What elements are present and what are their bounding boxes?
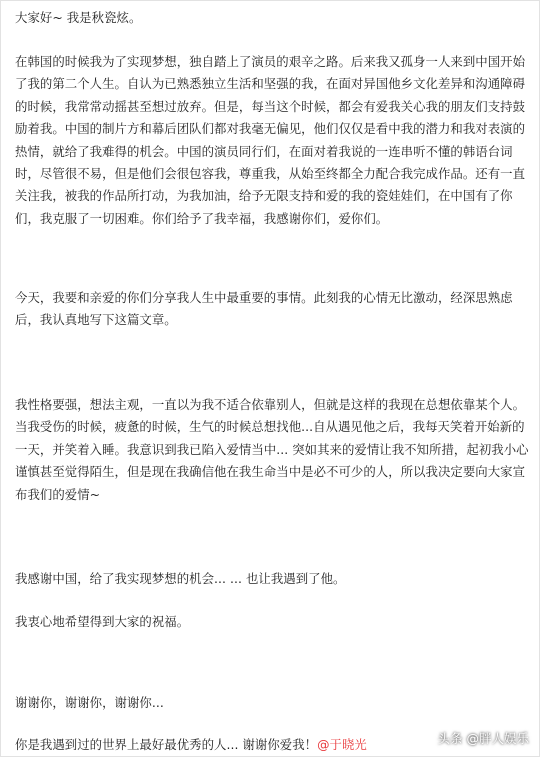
paragraph-thank-you: 谢谢你，谢谢你，谢谢你... xyxy=(15,695,164,710)
greeting: 大家好~ 我是秋瓷炫。 xyxy=(15,10,142,25)
paragraph-blessing: 我衷心地希望得到大家的祝福。 xyxy=(15,614,190,629)
paragraph-love: 我性格要强，想法主观，一直以为我不适合依靠别人，但就是这样的我现在总想依靠某个人。当我受伤的时候，疲惫的时候，生气的时候总想找他...自从遇见他之后，我每天笑着开始新的一天，并笑着入睡。我意识到我已陷入爱情当中... 突如其来的爱情让我不知所措，起初我小心谨慎甚至觉得陌生，但是现在我确信他在我生命当中是必不可少的人，所以我决定要向大家宣布我们的爱情~ xyxy=(15,397,529,502)
paragraph-announcement: 今天，我要和亲爱的你们分享我人生中最重要的事情。此刻我的心情无比激动，经深思熟虑后，我认真地写下这篇文章。 xyxy=(15,290,513,328)
paragraph-gratitude: 在韩国的时候我为了实现梦想，独自踏上了演员的艰辛之路。后来我又孤身一人来到中国开始了我的第二个人生。自认为已熟悉独立生活和坚强的我，在面对异国他乡文化差异和沟通障碍的时候，我常常动摇甚至想过放弃。但是，每当这个时候，都会有爱我关心我的朋友们支持鼓励着我。中国的制片方和幕后团队们都对我毫无偏见，他们仅仅是看中我的潜力和我对表演的热情，就给了我难得的机会。中国的演员同行们，在面对着我说的一连串听不懂的韩语台词时，尽管很不易，但是他们会很包容我，尊重我，从始至终都全力配合我完成作品。还有一直关注我，被我的作品所打动，为我加油，给予无限支持和爱的我的瓷娃娃们，在中国有了你们，我克服了一切困难。你们给予了我幸福，我感谢你们，爱你们。 xyxy=(15,54,526,226)
paragraph-thanks-china: 我感谢中国，给了我实现梦想的机会... ... 也让我遇到了他。 xyxy=(15,571,346,586)
mention-link[interactable]: @于晓光 xyxy=(317,737,367,752)
closing-text: 你是我遇到过的世界上最好最优秀的人... 谢谢你爱我！ xyxy=(15,737,318,752)
watermark: 头条 @胖人娱乐 xyxy=(437,731,529,746)
